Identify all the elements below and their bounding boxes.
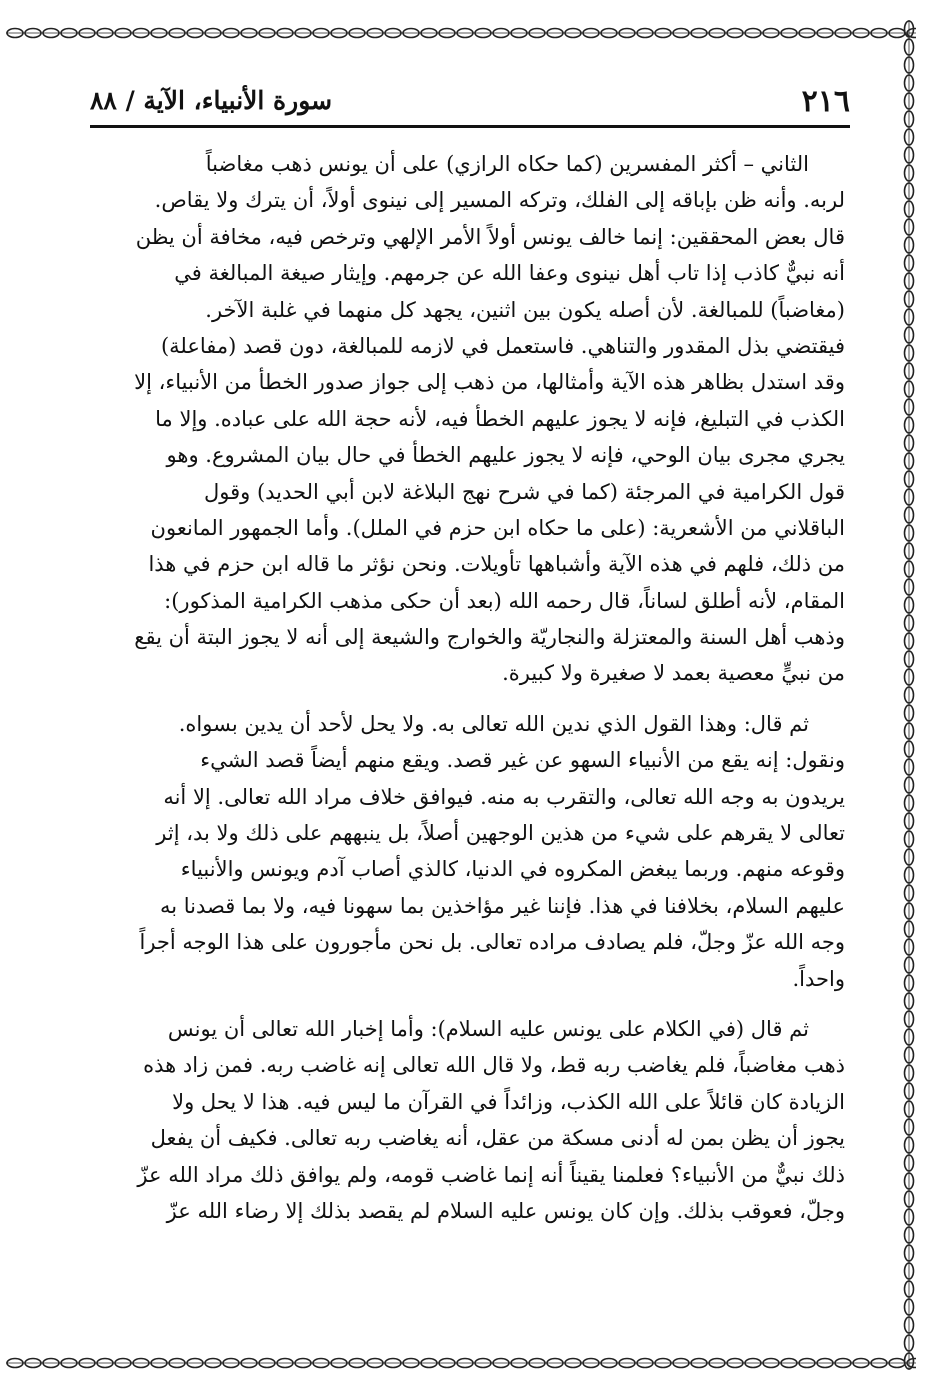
text-line: ذلك نبيٌّ من الأنبياء؟ فعلمنا يقيناً أنه إنما غاضب قومه، ولم يوافق ذلك مراد الله عزّ xyxy=(137,1162,845,1187)
text-line: يريدون به وجه الله تعالى، والتقرب به منه. فيوافق خلاف مراد الله تعالى. إلا أنه xyxy=(163,784,845,809)
text-line: واحداً. xyxy=(792,966,845,991)
bottom-ornamental-border xyxy=(6,1350,916,1376)
page-header xyxy=(90,78,850,126)
text-line: قال بعض المحققين: إنما خالف يونس أولاً الأمر الإلهي وترخص فيه، مخافة أن يظن xyxy=(135,224,845,249)
running-title: سورة الأنبياء، الآية / ٨٨ xyxy=(90,86,333,115)
text-line: وجلّ، فعوقب بذلك. وإن كان يونس عليه السلام لم يقصد بذلك إلا رضاء الله عزّ xyxy=(166,1198,845,1223)
text-line: الزيادة كان قائلاً على الله الكذب، وزائداً في القرآن ما ليس فيه. هذا لا يحل ولا xyxy=(172,1089,845,1114)
text-line: لربه. وأنه ظن بإباقه إلى الفلك، وتركه المسير إلى نينوى أولاً، أن يترك ولا يقاص. xyxy=(154,188,845,213)
text-line: وذهب أهل السنة والمعتزلة والنجاريّة والخوارج والشيعة إلى أنه لا يجوز البتة أن يقع xyxy=(134,625,845,650)
text-line: (مغاضباً) للمبالغة. لأن أصله يكون بين اثنين، يجهد كل منهما في غلبة الآخر. xyxy=(205,297,845,322)
body-text xyxy=(95,146,845,1229)
text-line: وقوعه منهم. وربما يبغض المكروه في الدنيا، كالذي أصاب آدم ويونس والأنبياء xyxy=(180,857,845,882)
text-line: فيقتضي بذل المقدور والتناهي. فاستعمل في لازمه للمبالغة، دون قصد (مفاعلة) xyxy=(160,333,845,358)
text-line: قول الكرامية في المرجئة (كما في شرح نهج البلاغة لابن أبي الحديد) وقول xyxy=(203,479,845,504)
text-line: وجه الله عزّ وجلّ، فلم يصادف مراده تعالى. بل نحن مأجورون على هذا الوجه أجراً xyxy=(139,930,845,955)
text-line: الثاني – أكثر المفسرين (كما حكاه الرازي) على أن يونس ذهب مغاضباً xyxy=(205,152,809,176)
top-ornamental-border xyxy=(6,20,916,46)
page-number: ٢١٦ xyxy=(801,84,850,119)
text-line: ثم قال: وهذا القول الذي ندين الله تعالى به. ولا يحل لأحد أن يدين بسواه. xyxy=(178,711,809,736)
paragraph-3 xyxy=(95,1011,845,1229)
text-line: عليهم السلام، بخلافنا في هذا. فإننا غير مؤاخذين بما سهونا فيه، ولا بما قصدنا به xyxy=(159,893,845,918)
text-line: ثم قال (في الكلام على يونس عليه السلام): وأما إخبار الله تعالى أن يونس xyxy=(167,1016,809,1041)
text-line: ونقول: إنه يقع من الأنبياء السهو عن غير قصد. ويقع منهم أيضاً قصد الشيء xyxy=(200,748,845,773)
text-line: يجوز أن يظن بمن له أدنى مسكة من عقل، أنه يغاضب ربه تعالى. فكيف أن يفعل xyxy=(150,1126,845,1151)
text-line: الباقلاني من الأشعرية: (على ما حكاه ابن حزم في الملل). وأما الجمهور المانعون xyxy=(150,515,845,540)
text-line: تعالى لا يقرهم على شيء من هذين الوجهين أصلاً، بل ينبههم على ذلك ولا بد، إثر xyxy=(156,821,845,846)
header-rule xyxy=(90,125,850,128)
text-line: الكذب في التبليغ، فإنه لا يجوز عليهم الخطأ فيه، لأنه حجة الله على عباده. وإلا ما xyxy=(155,406,845,431)
paragraph-1 xyxy=(95,146,845,692)
text-line: أنه نبيٌّ كاذب إذا تاب أهل نينوى وعفا الله عن جرمهم. وإيثار صيغة المبالغة في xyxy=(174,261,845,286)
text-line: من نبيٍّ معصية بعمد لا صغيرة ولا كبيرة. xyxy=(502,661,845,686)
text-line: وقد استدل بظاهر هذه الآية وأمثالها، من ذهب إلى جواز صدور الخطأ من الأنبياء، إلا xyxy=(134,370,845,395)
text-line: المقام، لأنه أطلق لساناً، قال رحمه الله (بعد أن حكى مذهب الكرامية المذكور): xyxy=(164,588,845,613)
paragraph-2 xyxy=(95,706,845,997)
right-ornamental-border xyxy=(898,20,920,1370)
text-line: يجري مجرى بيان الوحي، فإنه لا يجوز عليهم الخطأ في حال بيان المشروع. وهو xyxy=(166,443,845,468)
text-line: من ذلك، فلهم في هذه الآية وأشباهها تأويلات. ونحن نؤثر ما قاله ابن حزم في هذا xyxy=(148,552,845,577)
text-line: ذهب مغاضباً، فلم يغاضب ربه قط، ولا قال الله تعالى إنه غاضب ربه. فمن زاد هذه xyxy=(143,1053,845,1078)
